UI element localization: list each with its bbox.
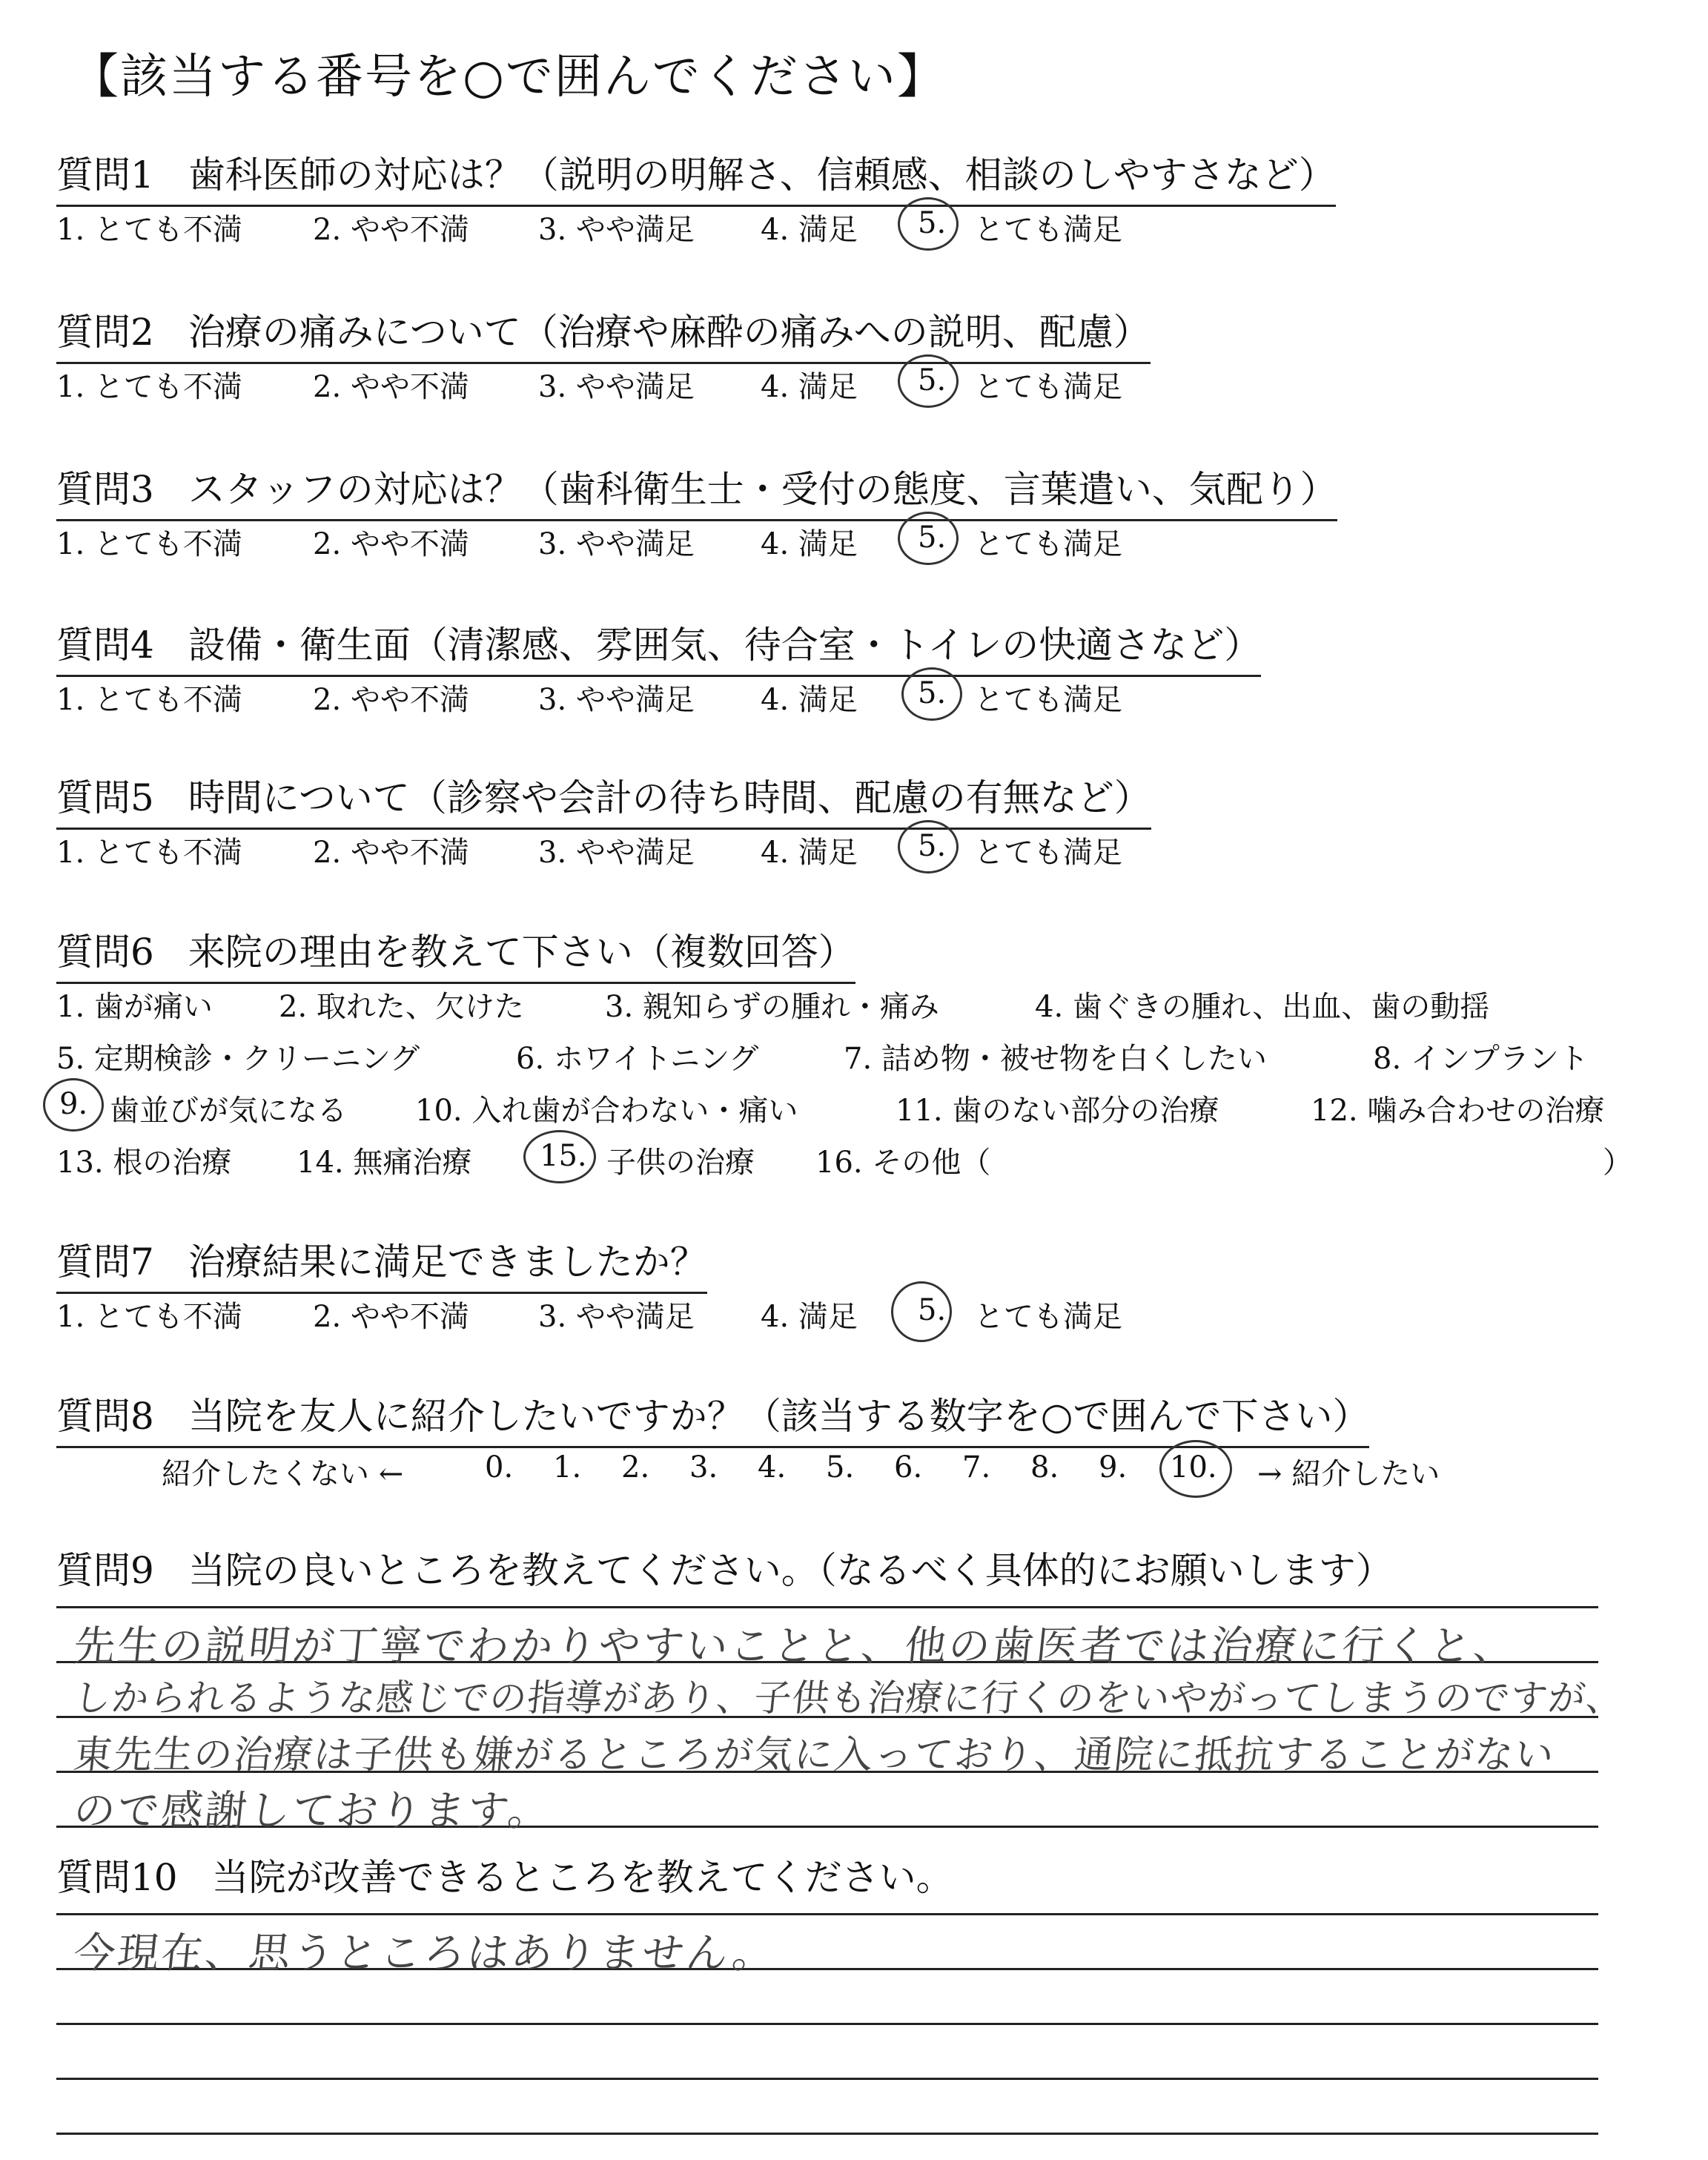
scale-option-6[interactable]: 6. <box>894 1450 923 1484</box>
selected-answer-circle <box>898 354 959 408</box>
option-2[interactable]: 2. やや不満 <box>313 836 469 870</box>
handwritten-answer-line: 先生の説明が丁寧でわかりやすいことと、他の歯医者では治療に行くと、 <box>71 1622 1520 1671</box>
option-2[interactable]: 2. やや不満 <box>313 213 469 247</box>
question-4-number: 質問4 <box>56 624 154 667</box>
selected-answer-circle <box>898 820 959 873</box>
question-5-text: 時間について（診察や会計の待ち時間、配慮の有無など） <box>188 776 1151 819</box>
reason-option[interactable]: 3. 親知らずの腫れ・痛み <box>605 990 939 1024</box>
scale-option-10[interactable]: 10. <box>1170 1450 1217 1484</box>
option-4[interactable]: 4. 満足 <box>761 213 858 247</box>
selected-answer-circle <box>43 1078 104 1132</box>
option-4[interactable]: 4. 満足 <box>761 836 858 870</box>
question-7-text: 治療結果に満足できましたか？ <box>188 1241 707 1284</box>
question-10-text: 当院が改善できるところを教えてください。 <box>211 1856 953 1899</box>
reason-option[interactable]: 1. 歯が痛い <box>56 990 213 1024</box>
scale-option-5[interactable]: 5. <box>826 1450 855 1484</box>
handwritten-answer-line: しかられるような感じでの指導があり、子供も治療に行くのをいやがってしまうのですが、 <box>71 1677 1626 1720</box>
other-close-paren: ） <box>1603 1146 1632 1180</box>
selected-answer-circle <box>898 512 959 565</box>
question-9-title <box>56 1541 1393 1600</box>
reason-option[interactable]: 5. 定期検診・クリーニング <box>56 1042 420 1076</box>
instruction-heading: 【該当する番号を○で囲んでください】 <box>71 50 946 105</box>
scale-option-4[interactable]: 4. <box>758 1450 787 1484</box>
reason-option[interactable]: 11. 歯のない部分の治療 <box>896 1094 1219 1128</box>
option-1[interactable]: 1. とても不満 <box>56 527 242 561</box>
answer-line <box>56 1606 1598 1608</box>
option-1[interactable]: 1. とても不満 <box>56 836 242 870</box>
question-6-number: 質問6 <box>56 931 154 974</box>
option-3[interactable]: 3. やや満足 <box>538 836 695 870</box>
question-1-number: 質問1 <box>56 153 154 196</box>
reason-option[interactable]: 7. 詰め物・被せ物を白くしたい <box>844 1042 1267 1076</box>
question-2-title <box>56 303 1151 364</box>
option-2[interactable]: 2. やや不満 <box>313 527 469 561</box>
scale-right-label: → 紹介したい <box>1257 1457 1440 1491</box>
reason-option[interactable]: 14. 無痛治療 <box>297 1146 472 1180</box>
question-7-title <box>56 1232 707 1294</box>
question-1-title <box>56 145 1336 207</box>
option-5[interactable]: 5. <box>918 829 947 863</box>
option-5[interactable]: 5. <box>918 676 947 710</box>
option-1[interactable]: 1. とても不満 <box>56 1300 242 1334</box>
question-9-number: 質問9 <box>56 1549 154 1592</box>
reason-option[interactable]: 9. <box>59 1087 88 1121</box>
question-7-number: 質問7 <box>56 1241 154 1284</box>
scale-left-label: 紹介したくない ← <box>162 1457 404 1491</box>
option-3[interactable]: 3. やや満足 <box>538 527 695 561</box>
reason-option[interactable]: 16. その他（ <box>815 1146 991 1180</box>
scale-option-2[interactable]: 2. <box>621 1450 650 1484</box>
question-3-title <box>56 460 1337 521</box>
question-6-title <box>56 922 855 984</box>
selected-answer-circle <box>898 197 959 251</box>
handwritten-answer-line: 今現在、思うところはありません。 <box>71 1929 779 1978</box>
question-8-title <box>56 1387 1369 1448</box>
handwritten-answer-line: ので感謝しております。 <box>71 1787 555 1835</box>
selected-answer-circle <box>901 667 962 721</box>
reason-option[interactable]: 13. 根の治療 <box>56 1146 232 1180</box>
question-3-text: スタッフの対応は？（歯科衛生士・受付の態度、言葉遣い、気配り） <box>188 468 1337 511</box>
option-5-label: とても満足 <box>974 836 1122 870</box>
question-10-number: 質問10 <box>56 1856 178 1899</box>
option-5-label: とても満足 <box>974 527 1122 561</box>
scale-option-1[interactable]: 1. <box>553 1450 582 1484</box>
question-5-title <box>56 768 1151 830</box>
question-6-text: 来院の理由を教えて下さい（複数回答） <box>188 931 855 974</box>
option-5[interactable]: 5. <box>918 1293 947 1327</box>
handwritten-answer-line: 東先生の治療は子供も嫌がるところが気に入っており、通院に抵抗することがない <box>71 1733 1558 1777</box>
question-8-text: 当院を友人に紹介したいですか？（該当する数字を○で囲んで下さい） <box>188 1395 1370 1438</box>
question-4-text: 設備・衛生面（清潔感、雰囲気、待合室・トイレの快適さなど） <box>188 624 1262 667</box>
answer-line <box>56 2023 1598 2025</box>
option-2[interactable]: 2. やや不満 <box>313 370 469 404</box>
selected-answer-circle <box>891 1281 952 1342</box>
option-4[interactable]: 4. 満足 <box>761 683 858 717</box>
option-4[interactable]: 4. 満足 <box>761 527 858 561</box>
reason-option[interactable]: 6. ホワイトニング <box>516 1042 759 1076</box>
option-3[interactable]: 3. やや満足 <box>538 370 695 404</box>
question-3-number: 質問3 <box>56 468 154 511</box>
option-3[interactable]: 3. やや満足 <box>538 213 695 247</box>
option-5-label: とても満足 <box>974 213 1122 247</box>
question-5-number: 質問5 <box>56 776 154 819</box>
selected-answer-circle <box>523 1130 596 1183</box>
option-5-label: とても満足 <box>974 370 1122 404</box>
option-5[interactable]: 5. <box>918 363 947 397</box>
scale-option-3[interactable]: 3. <box>689 1450 718 1484</box>
option-5-label: とても満足 <box>974 1300 1122 1334</box>
reason-option[interactable]: 12. 噛み合わせの治療 <box>1311 1094 1605 1128</box>
option-3[interactable]: 3. やや満足 <box>538 1300 695 1334</box>
answer-line <box>56 2078 1598 2080</box>
reason-option[interactable]: 8. インプラント <box>1373 1042 1589 1076</box>
question-8-number: 質問8 <box>56 1395 154 1438</box>
option-5-label: とても満足 <box>974 683 1122 717</box>
option-1[interactable]: 1. とても不満 <box>56 213 242 247</box>
option-4[interactable]: 4. 満足 <box>761 370 858 404</box>
scale-option-7[interactable]: 7. <box>962 1450 991 1484</box>
option-1[interactable]: 1. とても不満 <box>56 370 242 404</box>
option-3[interactable]: 3. やや満足 <box>538 683 695 717</box>
reason-option[interactable]: 10. 入れ歯が合わない・痛い <box>415 1094 798 1128</box>
question-10-title <box>56 1848 953 1907</box>
scale-option-8[interactable]: 8. <box>1030 1450 1059 1484</box>
reason-option-label: 子供の治療 <box>606 1146 755 1180</box>
scale-option-0[interactable]: 0. <box>485 1450 514 1484</box>
scale-option-9[interactable]: 9. <box>1099 1450 1128 1484</box>
option-2[interactable]: 2. やや不満 <box>313 1300 469 1334</box>
question-4-title <box>56 615 1261 677</box>
reason-option-label: 歯並びが気になる <box>110 1094 347 1128</box>
question-9-text: 当院の良いところを教えてください。（なるべく具体的にお願いします） <box>188 1549 1393 1592</box>
question-1-text: 歯科医師の対応は？（説明の明解さ、信頼感、相談のしやすさなど） <box>188 153 1336 196</box>
option-2[interactable]: 2. やや不満 <box>313 683 469 717</box>
reason-option[interactable]: 4. 歯ぐきの腫れ、出血、歯の動揺 <box>1035 990 1490 1024</box>
answer-line <box>56 1913 1598 1915</box>
answer-line <box>56 2133 1598 2135</box>
reason-option[interactable]: 15. <box>540 1139 587 1173</box>
option-1[interactable]: 1. とても不満 <box>56 683 242 717</box>
option-4[interactable]: 4. 満足 <box>761 1300 858 1334</box>
question-2-number: 質問2 <box>56 311 154 354</box>
option-5[interactable]: 5. <box>918 206 947 240</box>
option-5[interactable]: 5. <box>918 521 947 555</box>
selected-answer-circle <box>1159 1440 1232 1498</box>
question-2-text: 治療の痛みについて（治療や麻酔の痛みへの説明、配慮） <box>188 311 1151 354</box>
reason-option[interactable]: 2. 取れた、欠けた <box>279 990 524 1024</box>
